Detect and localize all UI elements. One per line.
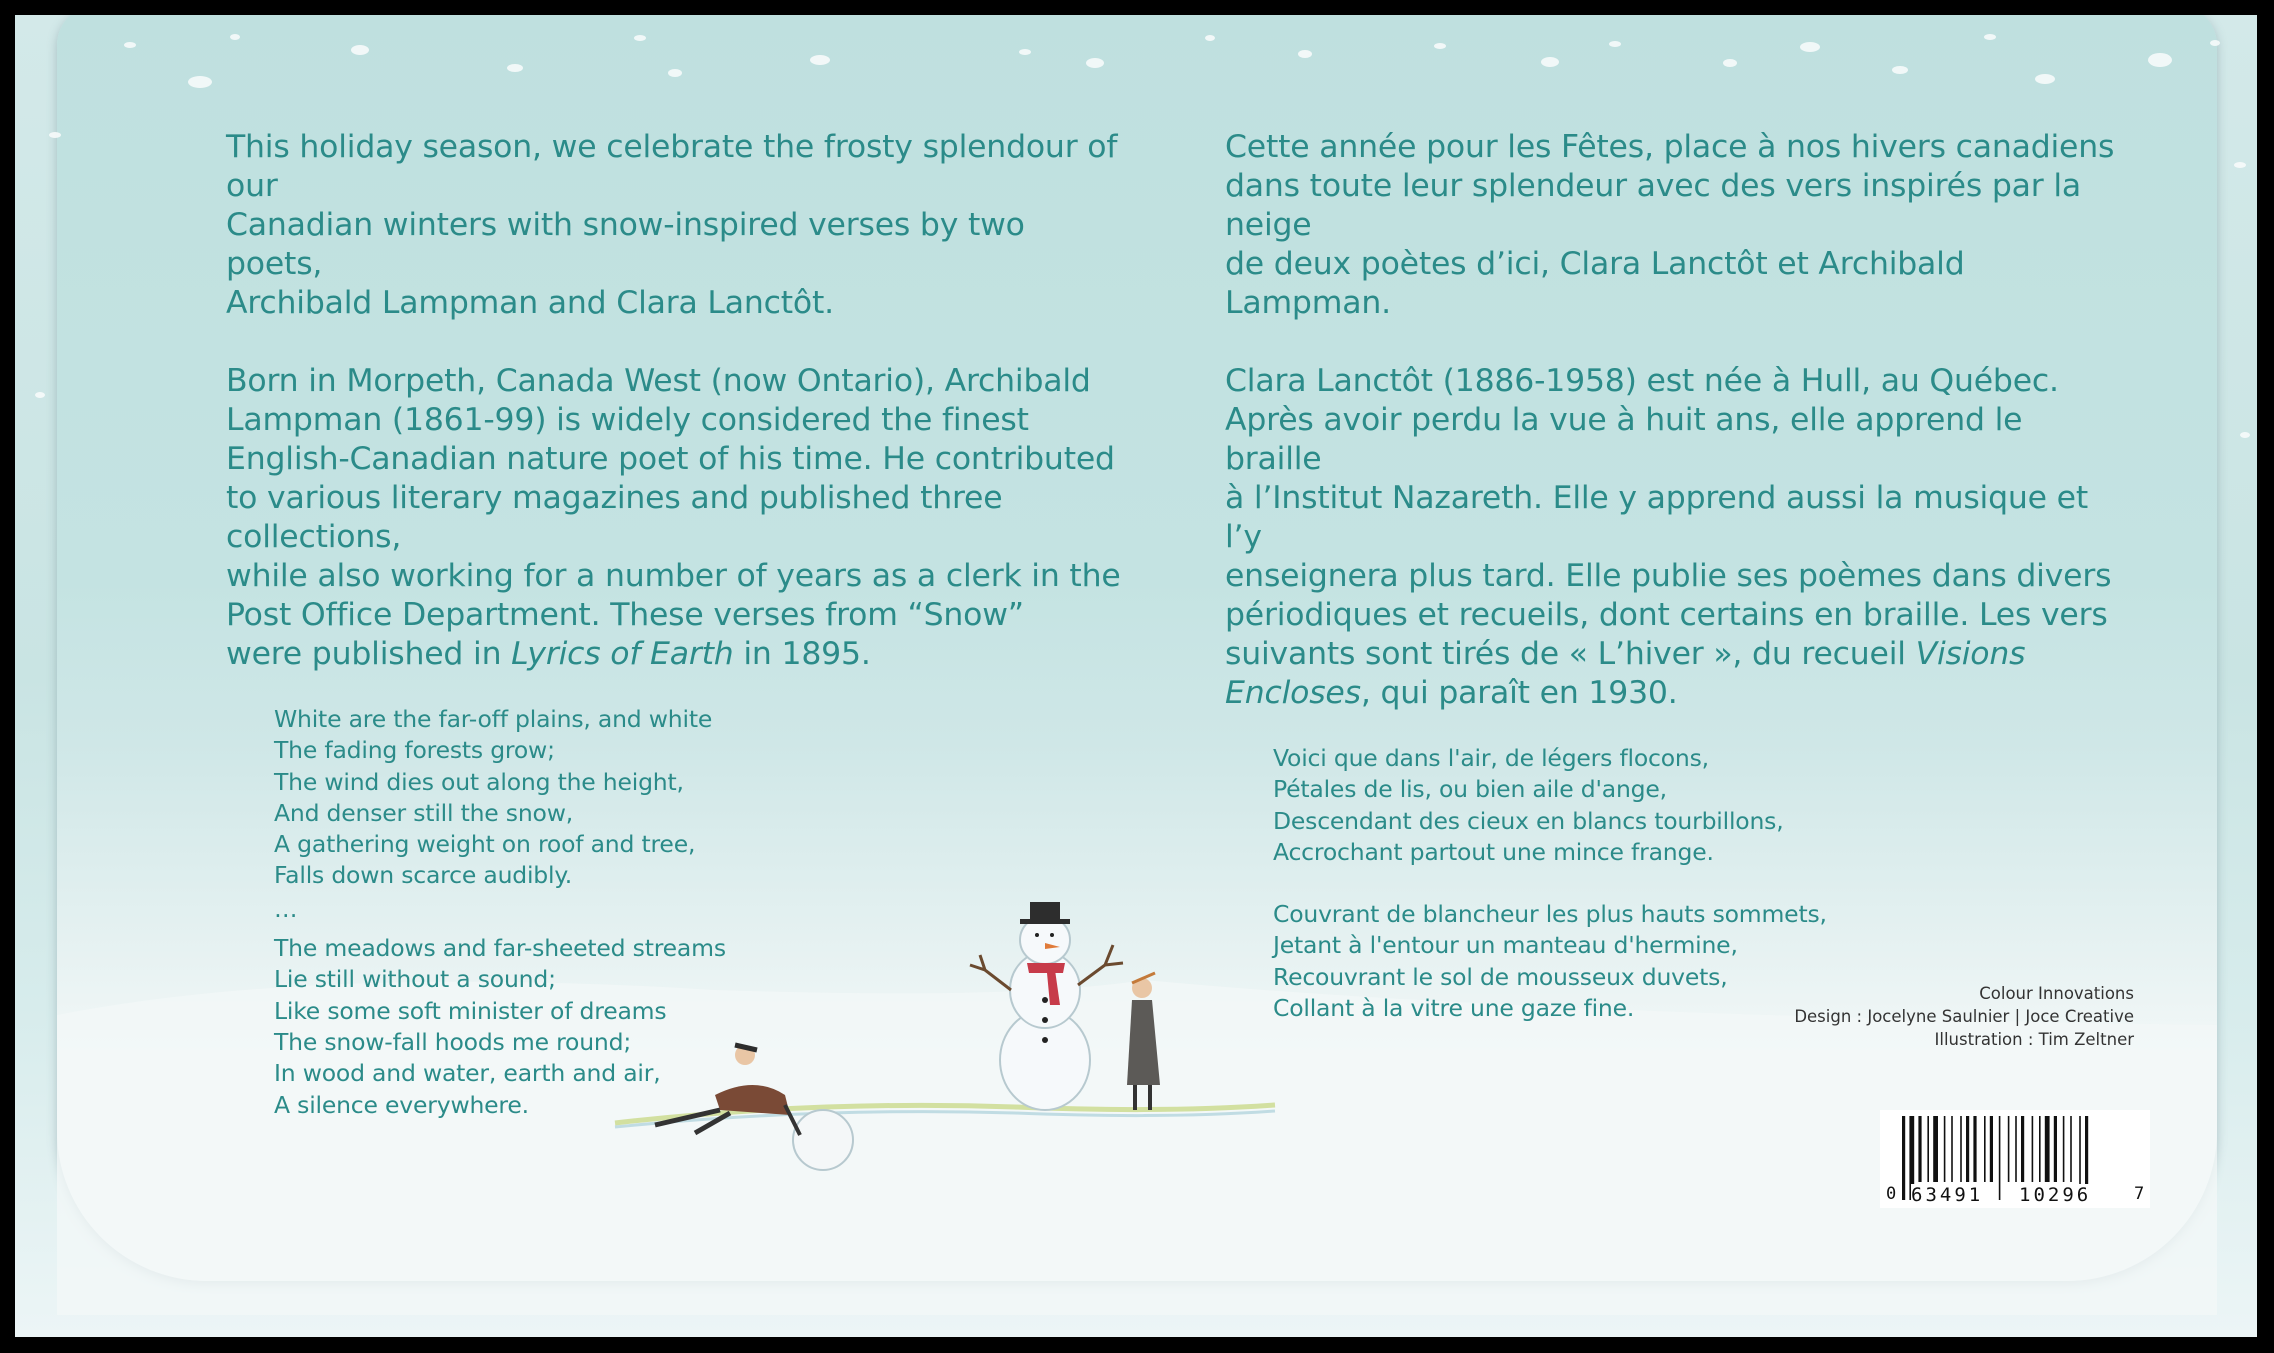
illustration-credit: Illustration : Tim Zeltner xyxy=(1934,1030,2134,1049)
french-verse-2: Couvrant de blancheur les plus hauts sommets, Jetant à l'entour un manteau d'hermine, Recouvrant le sol de mousseux duvets, Collant à la vitre une gaze fine. xyxy=(1273,900,1827,1023)
barcode-last-digit: 7 xyxy=(2134,1184,2145,1204)
booklet-back-cover xyxy=(15,15,2257,1337)
barcode-bar xyxy=(1927,1116,1929,1182)
english-verse-1: White are the far-off plains, and white The fading forests grow; The wind dies out along the height, And denser still the snow, A gathering weight on roof and tree, Falls down scarce audibly. xyxy=(274,705,713,890)
english-ellipsis: … xyxy=(274,894,298,923)
barcode-bar xyxy=(2070,1116,2072,1182)
french-biography xyxy=(1225,362,2125,713)
barcode-right-digits: 10296 xyxy=(2019,1184,2092,1206)
barcode-bar xyxy=(2063,1116,2065,1182)
barcode-bar xyxy=(2021,1116,2024,1182)
credits-block xyxy=(1794,982,2134,1051)
barcode-left-digits: 63491 xyxy=(1911,1184,1984,1206)
french-intro: Cette année pour les Fêtes, place à nos hivers canadiens dans toute leur splendeur avec des vers inspirés par la neige de deux poètes d’ici, Clara Lanctôt et Archibald Lampman. xyxy=(1225,129,2115,321)
english-bio-text-end: in 1895. xyxy=(733,636,871,672)
barcode-bar xyxy=(1960,1116,1962,1182)
barcode-bar xyxy=(1933,1116,1938,1182)
barcode-bar xyxy=(2039,1116,2041,1182)
barcode-bar xyxy=(1951,1116,1953,1182)
english-verse-2: The meadows and far-sheeted streams Lie still without a sound; Like some soft minister of dreams The snow-fall hoods me round; In wood and water, earth and air, A silence everywhere. xyxy=(274,934,726,1119)
french-bio-text: Clara Lanctôt (1886-1958) est née à Hull, au Québec. Après avoir perdu la vue à huit ans, elle apprend le braille à l’Institut Nazareth. Elle y apprend aussi la musique et l’y enseignera plus tard. Elle publie ses poèmes dans divers périodiques et recueils, dont certains en braille. Les vers suivants sont tirés de « L’hiver », du recueil xyxy=(1225,363,2112,672)
english-column xyxy=(226,128,1126,1121)
barcode-bar xyxy=(2054,1116,2057,1182)
barcode-bar xyxy=(1966,1116,1969,1182)
barcode-bar xyxy=(2015,1116,2017,1182)
french-bio-text-end: , qui paraît en 1930. xyxy=(1360,675,1678,711)
printer-credit: Colour Innovations xyxy=(1979,984,2134,1003)
upc-barcode xyxy=(1880,1110,2150,1208)
barcode-first-digit: 0 xyxy=(1886,1184,1897,1204)
barcode-bar xyxy=(1984,1116,1986,1182)
barcode-bar xyxy=(1944,1116,1946,1182)
design-credit: Design : Jocelyne Saulnier | Joce Creative xyxy=(1794,1007,2134,1026)
english-biography xyxy=(226,362,1126,674)
french-verse-1: Voici que dans l'air, de légers flocons, Pétales de lis, ou bien aile d'ange, Descendant des cieux en blancs tourbillons, Accrochant partout une mince frange. xyxy=(1273,744,1784,866)
barcode-bar xyxy=(1990,1116,1993,1182)
english-poem xyxy=(226,704,1126,1121)
english-book-title: Lyrics of Earth xyxy=(511,636,734,672)
english-intro: This holiday season, we celebrate the frosty splendour of our Canadian winters with snow-inspired verses by two poets, Archibald Lampman and Clara Lanctôt. xyxy=(226,129,1118,321)
barcode-bar xyxy=(2032,1116,2034,1182)
barcode-bar xyxy=(2008,1116,2010,1182)
barcode-bar xyxy=(2045,1116,2050,1182)
french-column xyxy=(1225,128,2125,1024)
barcode-bar xyxy=(1902,1116,1905,1200)
french-book-title: Visions Encloses xyxy=(1225,636,2026,711)
barcode-bar xyxy=(1973,1116,1976,1182)
english-bio-text: Born in Morpeth, Canada West (now Ontario), Archibald Lampman (1861-99) is widely considered the finest English-Canadian nature poet of his time. He contributed to various literary magazines and published three collections, while also working for a number of years as a clerk in the Post Office Department. These verses from “Snow” were published in xyxy=(226,363,1121,672)
barcode-bar xyxy=(1918,1116,1921,1182)
barcode-bar xyxy=(1999,1116,2001,1200)
